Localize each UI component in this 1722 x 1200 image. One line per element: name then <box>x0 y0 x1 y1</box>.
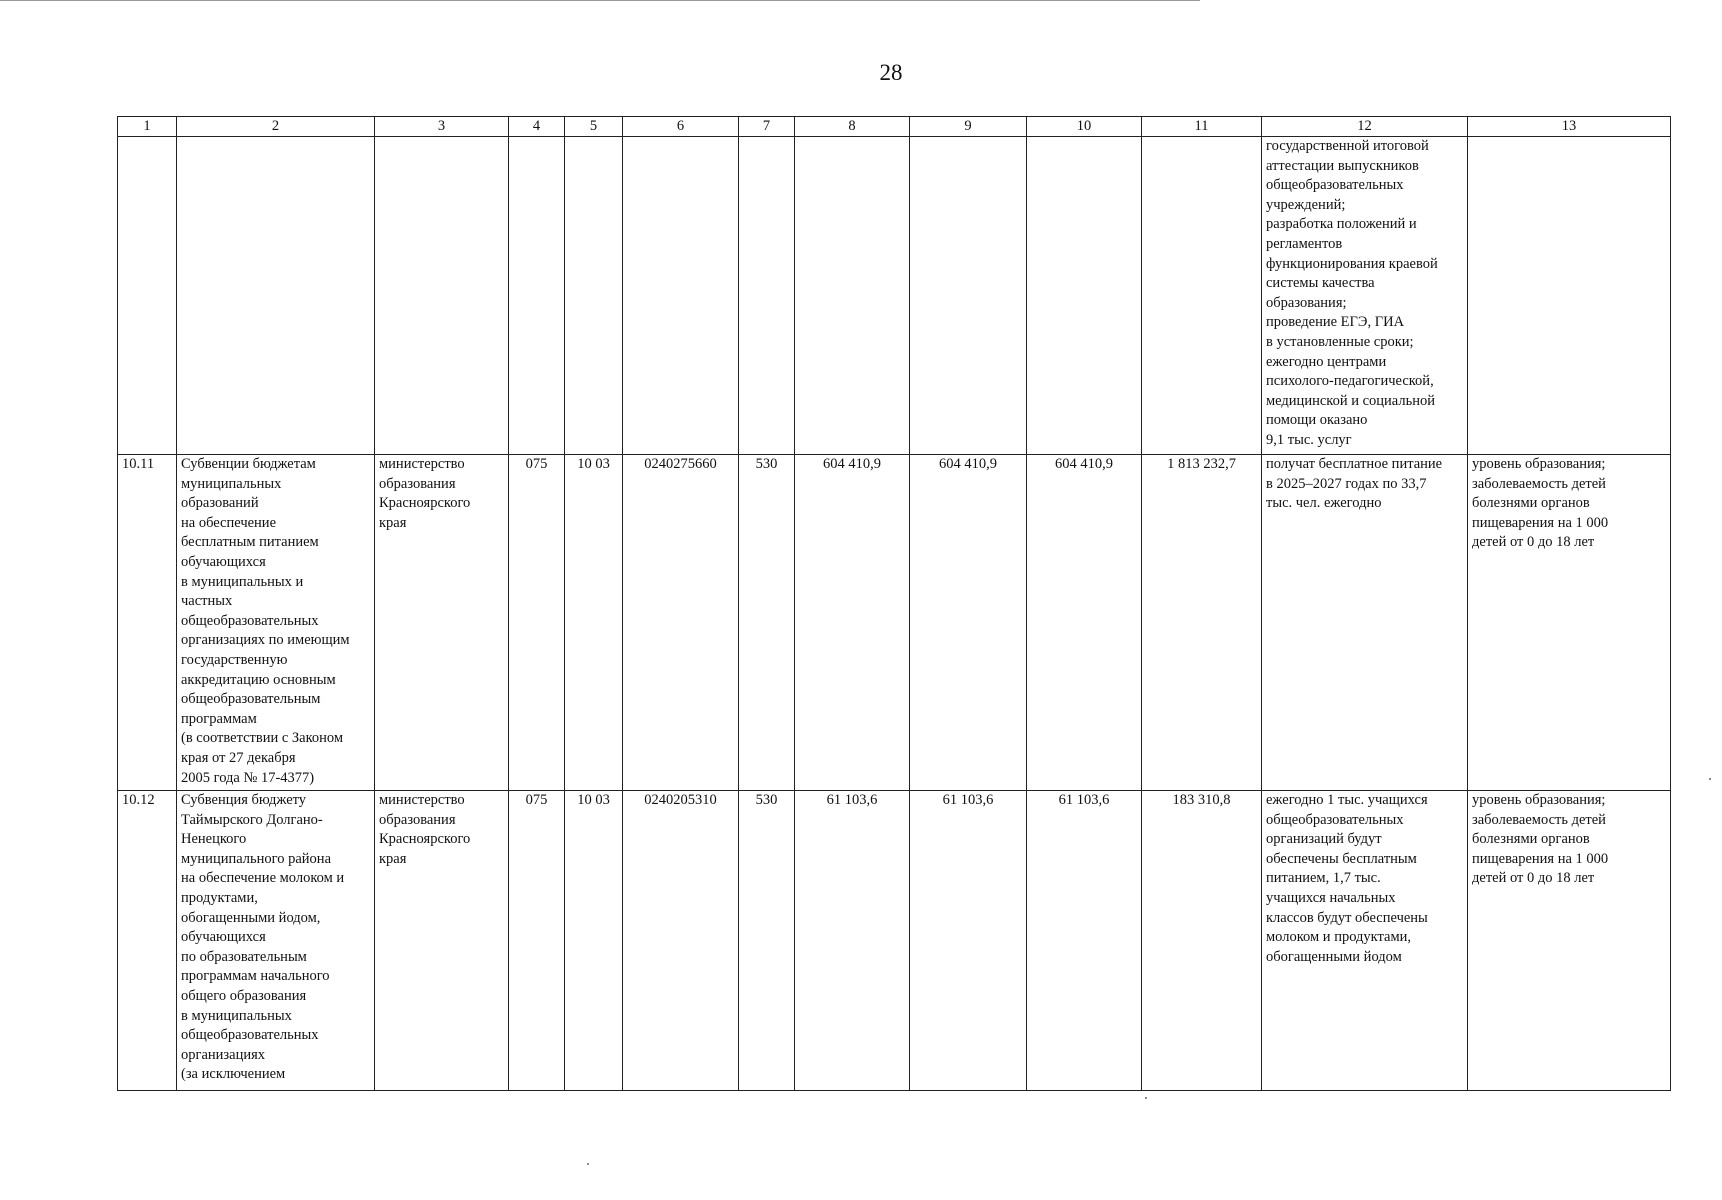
expected-results-cell: ежегодно 1 тыс. учащихся общеобразовательных организаций будут обеспечены бесплатным питанием, 1,7 тыс. учащихся начальных классов будут обеспечены молоком и продуктами, обогащенными йодом <box>1262 791 1468 1091</box>
table-cell <box>623 137 739 455</box>
column-header: 10 <box>1027 117 1142 137</box>
row-number-cell: 10.12 <box>118 791 177 1091</box>
amount-year3-cell: 61 103,6 <box>1027 791 1142 1091</box>
table-cell <box>509 137 565 455</box>
column-number-row <box>118 117 1671 137</box>
column-header: 12 <box>1262 117 1468 137</box>
indicator-cell: уровень образования; заболеваемость детей болезнями органов пищеварения на 1 000 детей от 0 до 18 лет <box>1468 455 1671 791</box>
table-row-10-12 <box>118 791 1671 1091</box>
scan-speck <box>587 1163 589 1165</box>
amount-total-cell: 1 813 232,7 <box>1142 455 1262 791</box>
column-header: 2 <box>177 117 375 137</box>
grbs-code-cell: 075 <box>509 791 565 1091</box>
section-code-cell: 10 03 <box>565 791 623 1091</box>
column-header: 7 <box>739 117 795 137</box>
measure-name-cell: Субвенция бюджету Таймырского Долгано- Ненецкого муниципального района на обеспечение молоком и продуктами, обогащенными йодом, обучающихся по образовательным программам начального общего образования в муниципальных общеобразовательных организациях (за исключением <box>177 791 375 1091</box>
column-header: 4 <box>509 117 565 137</box>
amount-year1-cell: 604 410,9 <box>795 455 910 791</box>
measure-name-cell: Субвенции бюджетам муниципальных образований на обеспечение бесплатным питанием обучающихся в муниципальных и частных общеобразовательных организациях по имеющим государственную аккредитацию основным общеобразовательным программам (в соответствии с Законом края от 27 декабря 2005 года № 17-4377) <box>177 455 375 791</box>
budget-table <box>117 116 1671 1091</box>
target-article-cell: 0240205310 <box>623 791 739 1091</box>
table-cell <box>1027 137 1142 455</box>
table-cell <box>1142 137 1262 455</box>
amount-total-cell: 183 310,8 <box>1142 791 1262 1091</box>
amount-year2-cell: 604 410,9 <box>910 455 1027 791</box>
expected-results-cell: получат бесплатное питание в 2025–2027 годах по 33,7 тыс. чел. ежегодно <box>1262 455 1468 791</box>
table-row-10-11 <box>118 455 1671 791</box>
expected-results-cell: государственной итоговой аттестации выпускников общеобразовательных учреждений; разработка положений и регламентов функционирования краевой системы качества образования; проведение ЕГЭ, ГИА в установленные сроки; ежегодно центрами психолого-педагогической, медицинской и социальной помощи оказано 9,1 тыс. услуг <box>1262 137 1468 455</box>
amount-year3-cell: 604 410,9 <box>1027 455 1142 791</box>
column-header: 1 <box>118 117 177 137</box>
table-cell <box>795 137 910 455</box>
column-header: 9 <box>910 117 1027 137</box>
page-number-wrap <box>0 60 1722 86</box>
table-cell <box>118 137 177 455</box>
grbs-code-cell: 075 <box>509 455 565 791</box>
table-cell <box>739 137 795 455</box>
column-header: 6 <box>623 117 739 137</box>
scan-speck <box>1709 778 1711 780</box>
table-cell <box>565 137 623 455</box>
table-cell <box>375 137 509 455</box>
expense-type-cell: 530 <box>739 455 795 791</box>
continuation-row <box>118 137 1671 455</box>
table-cell <box>177 137 375 455</box>
scan-speck <box>1145 1097 1147 1099</box>
table-cell <box>910 137 1027 455</box>
indicator-cell: уровень образования; заболеваемость детей болезнями органов пищеварения на 1 000 детей от 0 до 18 лет <box>1468 791 1671 1091</box>
row-number-cell: 10.11 <box>118 455 177 791</box>
column-header: 11 <box>1142 117 1262 137</box>
amount-year2-cell: 61 103,6 <box>910 791 1027 1091</box>
administrator-cell: министерство образования Красноярского края <box>375 455 509 791</box>
section-code-cell: 10 03 <box>565 455 623 791</box>
expense-type-cell: 530 <box>739 791 795 1091</box>
column-header: 3 <box>375 117 509 137</box>
page-number: 28 <box>879 60 903 85</box>
column-header: 13 <box>1468 117 1671 137</box>
column-header: 5 <box>565 117 623 137</box>
top-rule <box>0 0 1200 1</box>
column-header: 8 <box>795 117 910 137</box>
amount-year1-cell: 61 103,6 <box>795 791 910 1091</box>
administrator-cell: министерство образования Красноярского края <box>375 791 509 1091</box>
target-article-cell: 0240275660 <box>623 455 739 791</box>
table-cell <box>1468 137 1671 455</box>
